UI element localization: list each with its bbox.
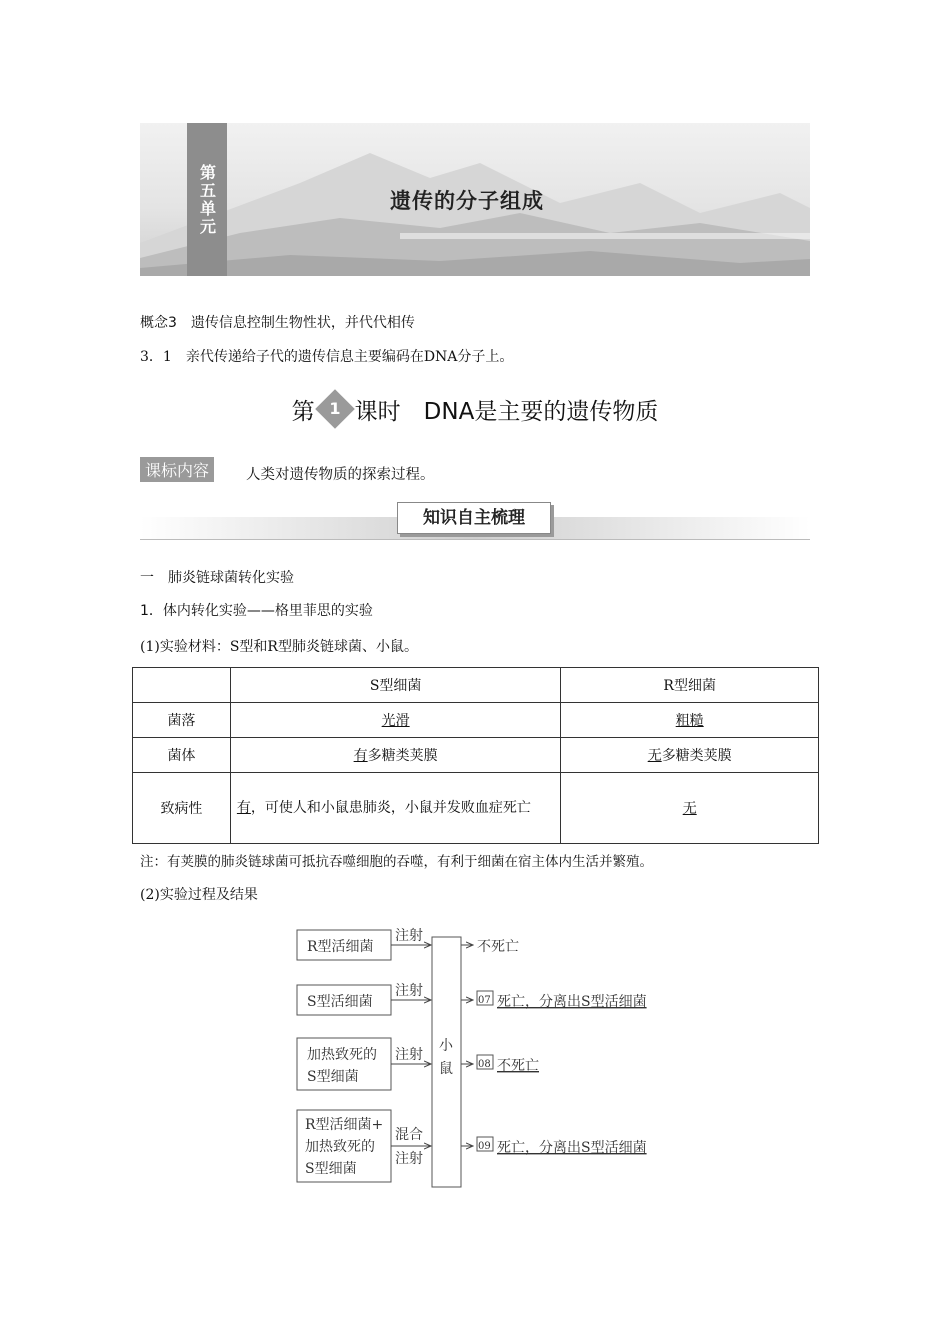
- table-row: [133, 773, 819, 844]
- fill-blank: 有: [236, 800, 251, 816]
- group-label: R型活细菌: [307, 939, 374, 955]
- lesson-prefix: 第: [291, 399, 315, 425]
- comparison-table: [132, 667, 819, 844]
- section-divider: [140, 539, 810, 540]
- lesson-suffix: 课时 DNA是主要的遗传物质: [354, 399, 659, 425]
- mouse-label: 鼠: [439, 1061, 453, 1077]
- fill-blank: 粗糙: [675, 713, 704, 729]
- mouse-label: 小: [439, 1038, 453, 1054]
- table-header-cell: S型细菌: [230, 668, 561, 703]
- group-label: S型活细菌: [307, 994, 373, 1010]
- heading-1: 一 肺炎链球菌转化实验: [140, 570, 294, 586]
- materials-line: (1)实验材料：S型和R型肺炎链球菌、小鼠。: [140, 639, 418, 655]
- lesson-number-badge: [315, 389, 355, 429]
- table-cell: [230, 773, 561, 844]
- cell-text: ，可使人和小鼠患肺炎，小鼠并发败血症死亡: [250, 800, 531, 816]
- blank-number: 07: [478, 995, 491, 1006]
- group-label: R型活细菌+: [305, 1117, 384, 1133]
- lesson-title: [0, 393, 950, 427]
- row-label: 致病性: [133, 773, 231, 844]
- process-heading: (2)实验过程及结果: [140, 887, 258, 903]
- table-header-cell: [133, 668, 231, 703]
- group-label: S型细菌: [307, 1069, 359, 1085]
- cell-text: 多糖类荚膜: [661, 748, 732, 764]
- standard-line: 3．1 亲代传递给子代的遗传信息主要编码在DNA分子上。: [140, 349, 514, 365]
- experiment-flow-diagram: [295, 925, 675, 1195]
- concept-line: 概念3 遗传信息控制生物性状，并代代相传: [140, 315, 415, 331]
- result-text: 死亡，分离出S型活细菌: [497, 994, 647, 1010]
- heading-2: 1．体内转化实验——格里菲思的实验: [140, 603, 373, 619]
- action-label: 注射: [395, 1151, 423, 1167]
- cell-text: 多糖类荚膜: [367, 748, 438, 764]
- curriculum-tag: 课标内容: [140, 457, 214, 482]
- table-note: 注：有荚膜的肺炎链球菌可抵抗吞噬细胞的吞噬，有利于细菌在宿主体内生活并繁殖。: [140, 854, 653, 870]
- fill-blank: 无: [647, 748, 662, 764]
- fill-blank: 无: [682, 801, 697, 817]
- unit-banner: [140, 123, 810, 276]
- section-title: 知识自主梳理: [397, 502, 551, 534]
- lesson-number: 1: [329, 398, 341, 418]
- action-label: 混合: [395, 1127, 423, 1143]
- group-label: 加热致死的: [305, 1139, 375, 1155]
- group-label: 加热致死的: [307, 1047, 377, 1063]
- group-label: S型细菌: [305, 1161, 357, 1177]
- table-header-cell: R型细菌: [561, 668, 819, 703]
- action-label: 注射: [395, 983, 423, 999]
- row-label: 菌体: [133, 738, 231, 773]
- result-text: 死亡，分离出S型活细菌: [497, 1140, 647, 1156]
- table-row: [133, 703, 819, 738]
- curriculum-text: 人类对遗传物质的探索过程。: [246, 467, 435, 483]
- table-cell: [561, 773, 819, 844]
- blank-number: 08: [478, 1059, 491, 1070]
- unit-label: 第五单元: [187, 123, 227, 276]
- result-text: 不死亡: [477, 939, 519, 955]
- table-cell: [230, 738, 561, 773]
- blank-number: 09: [478, 1141, 491, 1152]
- table-row: [133, 738, 819, 773]
- table-header-row: [133, 668, 819, 703]
- unit-title: 遗传的分子组成: [390, 189, 544, 213]
- fill-blank: 光滑: [381, 713, 410, 729]
- action-label: 注射: [395, 1047, 423, 1063]
- row-label: 菌落: [133, 703, 231, 738]
- table-cell: [561, 703, 819, 738]
- result-text: 不死亡: [497, 1058, 539, 1074]
- table-cell: [230, 703, 561, 738]
- table-cell: [561, 738, 819, 773]
- fill-blank: 有: [353, 748, 368, 764]
- action-label: 注射: [395, 928, 423, 944]
